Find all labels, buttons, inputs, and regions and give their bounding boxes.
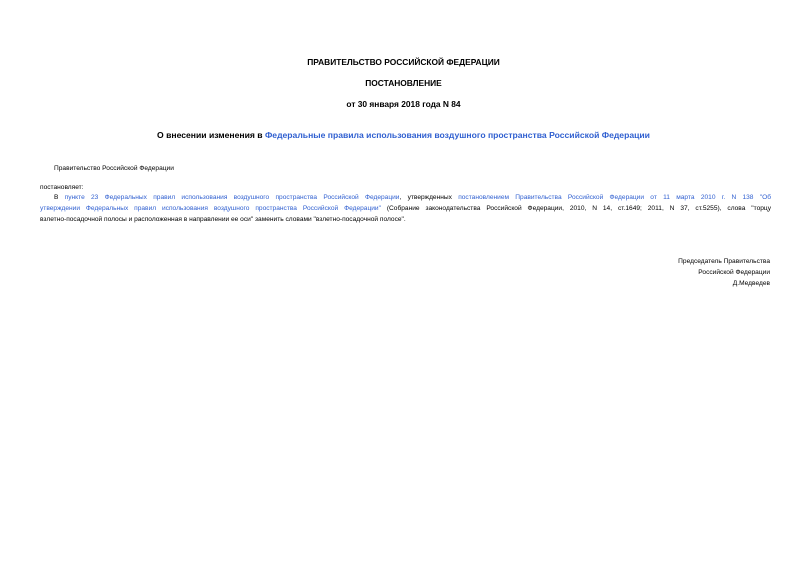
government-heading: ПРАВИТЕЛЬСТВО РОССИЙСКОЙ ФЕДЕРАЦИИ (307, 57, 500, 67)
decree-type-heading: ПОСТАНОВЛЕНИЕ (365, 78, 442, 88)
paragraph-text: , утвержденных (399, 194, 459, 201)
signatory-organization: Российской Федерации (698, 269, 770, 276)
paragraph-text: (Собрание законодательства Российской Федерации, 2010, N 14, ст.1649; 2011, N 37, ст.5255), слова "торцу (380, 205, 771, 212)
rules-clause-link[interactable]: пункте 23 Федеральных правил использования воздушного пространства Российской Федерации (64, 194, 400, 201)
decides-text: постановляет: (40, 184, 84, 191)
document-title (0, 130, 807, 141)
signatory-name: Д.Медведев (732, 280, 770, 287)
signatory-title: Председатель Правительства (678, 258, 770, 265)
paragraph-line-1 (40, 192, 771, 203)
resolution-link[interactable]: постановлением Правительства Российской Федерации от 11 марта 2010 г. N 138 "Об (458, 194, 771, 201)
preamble-text: Правительство Российской Федерации (54, 165, 174, 172)
paragraph-line-2 (40, 203, 771, 214)
federal-rules-link[interactable]: Федеральные правила использования воздушного пространства Российской Федерации (264, 130, 650, 140)
paragraph-line-3: взлетно-посадочной полосы и расположенная в направлении ее оси" заменить словами "взлетно-посадочной полосе". (40, 216, 406, 223)
resolution-link-continued[interactable]: утверждении Федеральных правил использования воздушного пространства Российской Федерации" (40, 205, 381, 212)
document-title-prefix: О внесении изменения в (157, 130, 265, 140)
decree-date-heading: от 30 января 2018 года N 84 (346, 99, 461, 109)
paragraph-text: В (54, 194, 65, 201)
